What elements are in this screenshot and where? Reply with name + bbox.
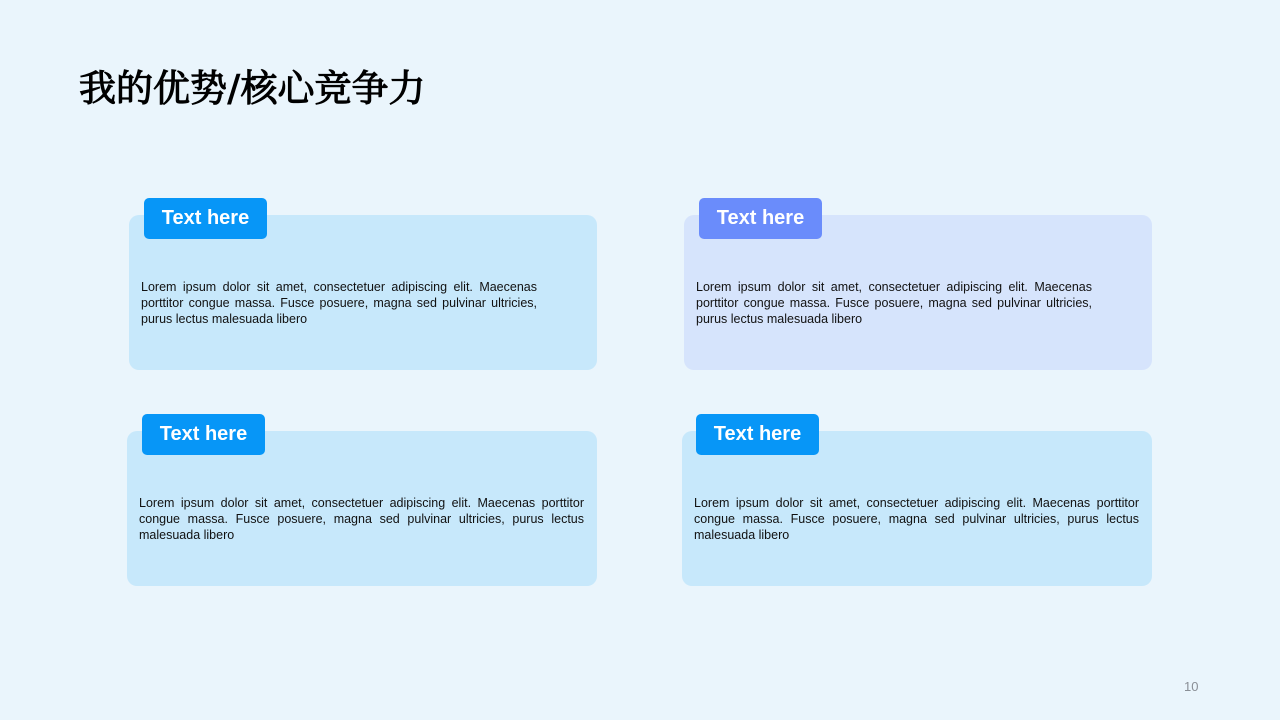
advantage-card-2-body: Lorem ipsum dolor sit amet, consectetuer adipiscing elit. Maecenas porttitor congue massa. Fusce posuere, magna sed pulvinar ultricies, purus lectus malesuada libero (696, 280, 1092, 326)
advantage-card-3-body: Lorem ipsum dolor sit amet, consectetuer adipiscing elit. Maecenas porttitor congue massa. Fusce posuere, magna sed pulvinar ultricies, purus lectus malesuada libero (139, 496, 584, 542)
advantage-card-1-body: Lorem ipsum dolor sit amet, consectetuer adipiscing elit. Maecenas porttitor congue massa. Fusce posuere, magna sed pulvinar ultricies, purus lectus malesuada libero (141, 280, 537, 326)
slide-title: 我的优势/核心竞争力 (79, 67, 426, 110)
advantage-card-4-heading: Text here (696, 414, 819, 455)
page-number: 10 (1184, 679, 1199, 694)
advantage-card-4-body: Lorem ipsum dolor sit amet, consectetuer adipiscing elit. Maecenas porttitor congue massa. Fusce posuere, magna sed pulvinar ultricies, purus lectus malesuada libero (694, 496, 1139, 542)
advantage-card-2-heading: Text here (699, 198, 822, 239)
advantage-card-3-heading: Text here (142, 414, 265, 455)
advantage-card-1-heading: Text here (144, 198, 267, 239)
